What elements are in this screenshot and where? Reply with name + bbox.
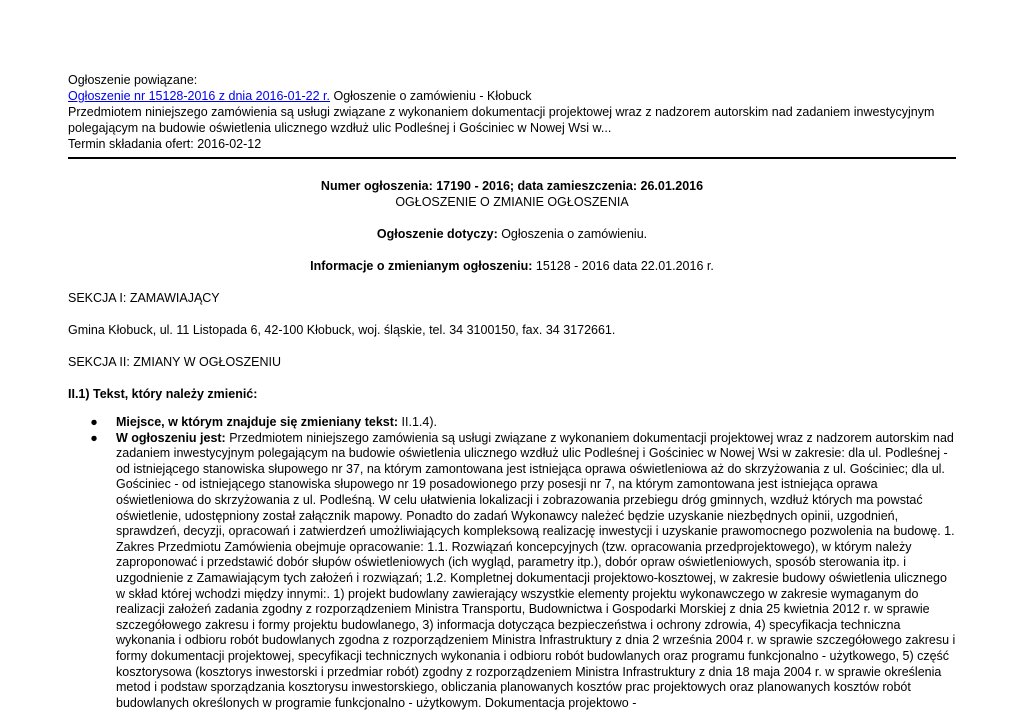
section2-subtitle: II.1) Tekst, który należy zmienić: [68,387,258,401]
notice-concerns-label: Ogłoszenie dotyczy: [376,227,498,241]
notice-number: Numer ogłoszenia: 17190 - 2016; data zamieszczenia: 26.01.2016 [320,179,704,193]
list-item [90,415,956,431]
notice-concerns-value: Ogłoszenia o zamówieniu. [497,227,648,241]
change-location-value: II.1.4). [398,415,437,429]
changed-notice-label: Informacje o zmienianym ogłoszeniu: [310,259,533,273]
section2-title: SEKCJA II: ZMIANY W OGŁOSZENIU [68,355,282,369]
bullet-icon: ● [90,415,98,429]
related-deadline: Termin składania ofert: 2016-02-12 [68,137,262,151]
changed-notice-info [68,258,956,274]
list-item [90,430,956,712]
related-link-suffix: Ogłoszenie o zamówieniu - Kłobuck [330,89,532,103]
related-heading: Ogłoszenie powiązane: [68,73,198,87]
current-text-value: Przedmiotem niniejszego zamówienia są usługi związane z wykonaniem dokumentacji projektowej wraz z nadzorem autorskim nad zadaniem inwestycyjnym polegającym na budowie oświetlenia ulicznego wzdłuż ulic Podleśnej i Gościniec w Nowej Wsi w zakresie: dla ul. Podleśnej - od istniejącego stanowiska słupowego nr 37, na którym zamontowana jest istniejąca oprawa oświetleniowa aż do skrzyżowania z ul. Gościniec; dla ul. Gościniec - od istniejącego stanowiska słupowego nr 19 posadowionego przy posesji nr 7, na którym zamontowana jest istniejąca oprawa oświetleniowa do skrzyżowania z ul. Podleśną. W celu ułatwienia lokalizacji i zobrazowania przebiegu dróg gminnych, wzdłuż których ma powstać oświetlenie, udostępniony został załącznik mapowy. Ponadto do zadań Wykonawcy należeć będzie uzyskanie niezbędnych opinii, uzgodnień, sprawdzeń, decyzji, opracowań i zatwierdzeń umożliwiających kompleksową realizację inwestycji i uzyskanie prawomocnego pozwolenia na budowę. 1. Zakres Przedmiotu Zamówienia obejmuje opracowanie: 1.1. Rozwiązań koncepcyjnych (tzw. opracowania przedprojektowego), w którym należy zaproponować i przedstawić dobór słupów oświetleniowych (ich wygląd, parametry itp.), dobór opraw oświetleniowych, sposób sterowania itp. i uzgodnienie z Zamawiającym tych założeń i rozwiązań; 1.2. Kompletnej dokumentacji projektowo-kosztowej, w zakresie budowy oświetlenia ulicznego w skład której wchodzi między innymi:. 1) projekt budowlany zawierający wszystkie elementy projektu wykonawczego w zakresie wymaganym do realizacji założeń zadania zgodny z rozporządzeniem Ministra Transportu, Budownictwa i Gospodarki Morskiej z dnia 25 kwietnia 2012 r. w sprawie szczegółowego zakresu i formy projektu budowlanego, 3) informacja dotycząca bezpieczeństwa i ochrony zdrowia, 4) specyfikacja techniczna wykonania i odbioru robót budowlanych zgodna z rozporządzeniem Ministra Infrastruktury z dnia 2 września 2004 r. w sprawie szczegółowego zakresu i formy dokumentacji projektowej, specyfikacji technicznych wykonania i odbioru robót budowlanych oraz programu funkcjonalno - użytkowego, 5) część kosztorysowa (kosztorys inwestorski i przedmiar robót) zgodny z rozporządzeniem Ministra Infrastruktury z dnia 18 maja 2004 r. w sprawie określenia metod i podstaw sporządzania kosztorysu inwestorskiego, obliczania planowanych kosztów prac projektowych oraz planowanych kosztów robót budowlanych określonych w programie funkcjonalno - użytkowym. Dokumentacja projektowo - [116,430,956,710]
document-page [68,72,956,711]
notice-concerns [68,226,956,242]
related-link-line [68,88,956,104]
change-location-label: Miejsce, w którym znajduje się zmieniany tekst: [116,415,399,429]
notice-type: OGŁOSZENIE O ZMIANIE OGŁOSZENIA [395,195,629,209]
bullet-icon: ● [90,430,98,445]
related-description: Przedmiotem niniejszego zamówienia są usługi związane z wykonaniem dokumentacji projektowej wraz z nadzorem autorskim nad zadaniem inwestycyjnym polegającym na budowie oświetlenia ulicznego wzdłuż ulic Podleśnej i Gościniec w Nowej Wsi w... [68,105,935,135]
contracting-authority-address: Gmina Kłobuck, ul. 11 Listopada 6, 42-100 Kłobuck, woj. śląskie, tel. 34 3100150, fax. 34 3172661. [68,323,616,337]
related-notice-link[interactable]: Ogłoszenie nr 15128-2016 z dnia 2016-01-22 r. [68,89,330,103]
current-text-label: W ogłoszeniu jest: [116,430,226,445]
changed-notice-value: 15128 - 2016 data 22.01.2016 r. [532,259,714,273]
changes-list [68,415,956,711]
section1-title: SEKCJA I: ZAMAWIAJĄCY [68,291,220,305]
